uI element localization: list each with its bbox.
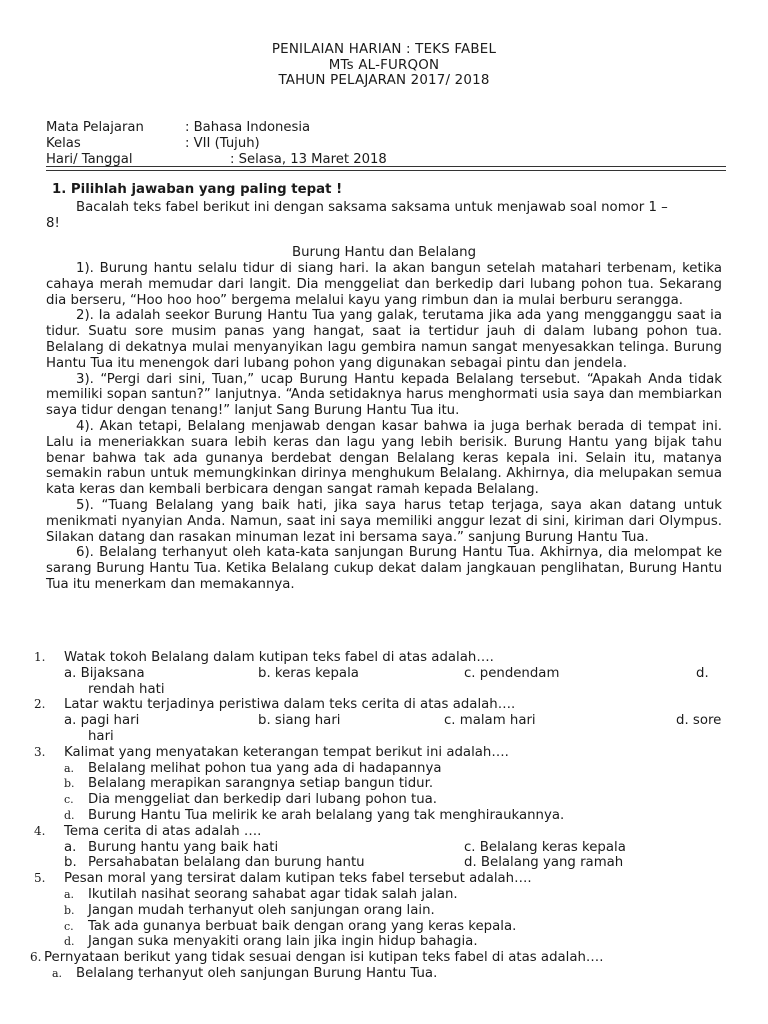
instruction-line-2: 8! (46, 215, 60, 231)
option-letter: d. (64, 808, 75, 822)
option-row (64, 840, 726, 856)
story-paragraph: 2). Ia adalah seekor Burung Hantu Tua yang galak, terutama jika ada yang mengganggu saat ia tidur. Suatu sore musim panas yang hangat, saat ia tertidur jauh di dalam lubang pohon tua. Belalang di dekatnya mulai menyanyikan lagu gembira namun sangat menyesakkan telinga. Burung Hantu Tua itu menengok dari lubang pohon yang digunakan sebagai pintu dan jendela. (46, 308, 722, 371)
option-a (52, 966, 726, 982)
header-school: MTs AL-FURQON (328, 57, 440, 73)
option-text: Belalang terhanyut oleh sanjungan Burung Hantu Tua. (76, 965, 438, 981)
option-b (64, 903, 726, 919)
option-b: b. siang hari (258, 713, 341, 729)
option-letter: d. (64, 935, 75, 949)
option-row (64, 666, 726, 682)
option-b: b. keras kepala (258, 665, 359, 681)
option-text: Tak ada gunanya berbuat baik dengan orang yang keras kepala. (88, 918, 517, 934)
instruction-line-1: Bacalah teks fabel berikut ini dengan saksama saksama untuk menjawab soal nomor 1 – (76, 200, 668, 215)
option-letter: b. (64, 903, 75, 917)
question-3 (26, 745, 726, 824)
option-text: Belalang melihat pohon tua yang ada di hadapannya (88, 760, 442, 776)
option-d-continued: hari (88, 728, 114, 744)
option-d (64, 934, 726, 950)
question-text: Latar waktu terjadinya peristiwa dalam teks cerita di atas adalah…. (64, 697, 516, 713)
option-letter: a. (64, 761, 75, 775)
option-a: a. pagi hari (64, 713, 140, 729)
option-a: Burung hantu yang baik hati (88, 839, 279, 855)
question-text: Watak tokoh Belalang dalam kutipan teks fabel di atas adalah…. (64, 650, 494, 665)
option-row-wrap (64, 729, 726, 745)
option-d-continued: rendah hati (88, 681, 165, 697)
option-d: d. (696, 665, 709, 681)
date-label: Hari/ Tanggal (46, 151, 133, 167)
question-6 (26, 950, 726, 982)
question-1 (26, 650, 726, 697)
question-4 (26, 824, 726, 871)
date-value: : Selasa, 13 Maret 2018 (230, 151, 387, 167)
option-c: c. Belalang keras kepala (464, 839, 626, 855)
option-a (64, 887, 726, 903)
question-5 (26, 871, 726, 950)
option-row-wrap (64, 682, 726, 698)
option-a (64, 761, 726, 777)
document-header (0, 42, 768, 89)
question-text: Kalimat yang menyatakan keterangan tempat berikut ini adalah…. (64, 744, 509, 760)
question-number: 1. (34, 650, 46, 664)
option-d: d. Belalang yang ramah (464, 855, 624, 871)
header-divider-bottom (46, 170, 726, 171)
story-text (46, 261, 722, 593)
story-paragraph: 6). Belalang terhanyut oleh kata-kata sanjungan Burung Hantu Tua. Akhirnya, dia melompat ke sarang Burung Hantu Tua. Ketika Belalang cukup dekat dalam jangkauan penglihatan, Burung Hantu Tua itu menerkam dan memakannya. (46, 545, 722, 592)
option-b-letter: b. (64, 855, 77, 871)
question-number: 5. (34, 871, 46, 886)
story-paragraph: 3). “Pergi dari sini, Tuan,” ucap Burung Hantu kepada Belalang tersebut. “Apakah Anda tidak memiliki sopan santun?” lanjutnya. “Anda setidaknya harus menghormati usia saya dan membiarkan saya tidur dengan tenang!” lanjut Sang Burung Hantu Tua itu. (46, 371, 722, 419)
option-letter: b. (64, 777, 75, 791)
story-paragraph: 1). Burung hantu selalu tidur di siang hari. Ia akan bangun setelah matahari terbenam, ketika cahaya merah memudar dari langit. Dia menggeliat dan berkedip dari lubang pohon tua. Sekarang dia berseru, “Hoo hoo hoo” bergema melalui kayu yang rimbun dan ia mulai berburu serangga. (46, 261, 722, 308)
option-c (64, 919, 726, 935)
option-text: Burung Hantu Tua melirik ke arah belalang yang tak menghiraukannya. (88, 807, 565, 823)
option-text: Dia menggeliat dan berkedip dari lubang pohon tua. (88, 792, 438, 808)
subject-label: Mata Pelajaran (46, 120, 144, 135)
option-a: a. Bijaksana (64, 665, 145, 681)
story-paragraph: 5). “Tuang Belalang yang baik hati, jika saya harus tetap terjaga, saya akan datang untuk menikmati nyanyian Anda. Namun, saat ini saya memiliki anggur lezat di sini, kiriman dari Olympus. Silakan datang dan rasakan minuman lezat ini bersama saya.” sanjung Burung Hantu Tua. (46, 497, 722, 545)
option-row (64, 855, 726, 871)
story-title: Burung Hantu dan Belalang (291, 245, 477, 260)
option-text: Belalang merapikan sarangnya setiap bangun tidur. (88, 776, 434, 792)
instruction-body (46, 200, 722, 232)
option-c (64, 792, 726, 808)
question-number: 2. (34, 697, 46, 712)
header-divider-top (46, 166, 726, 167)
story-paragraph: 4). Akan tetapi, Belalang menjawab dengan kasar bahwa ia juga berhak berada di tempat ini. Lalu ia meneriakkan suara lebih keras dan lagu yang lebih berisik. Burung Hantu yang bijak tahu benar bahwa tak ada gunanya berdebat dengan Belalang keras kepala ini. Selain itu, matanya semakin rabun untuk memungkinkan dirinya menghukum Belalang. Akhirnya, dia melupakan semua kata keras dan kembali berbicara dengan sangat ramah kepada Belalang. (46, 418, 722, 498)
header-year: TAHUN PELAJARAN 2017/ 2018 (278, 73, 490, 88)
option-text: Jangan suka menyakiti orang lain jika ingin hidup bahagia. (88, 934, 478, 950)
class-label: Kelas (46, 135, 81, 151)
question-number: 4. (34, 823, 46, 838)
instruction-title: 1. Pilihlah jawaban yang paling tepat ! (52, 182, 343, 197)
question-list (26, 650, 726, 982)
option-row (64, 713, 726, 729)
option-d (64, 808, 726, 824)
subject-value: : Bahasa Indonesia (185, 120, 311, 135)
option-c: c. malam hari (444, 713, 536, 729)
class-value: : VII (Tujuh) (185, 135, 260, 151)
question-2 (26, 697, 726, 744)
header-title: PENILAIAN HARIAN : TEKS FABEL (271, 42, 497, 57)
question-number: 6. (30, 950, 42, 965)
question-text: Pernyataan berikut yang tidak sesuai dengan isi kutipan teks fabel di atas adalah…. (44, 950, 604, 966)
option-letter: c. (64, 919, 74, 933)
option-b: Persahabatan belalang dan burung hantu (88, 855, 365, 871)
option-text: Jangan mudah terhanyut oleh sanjungan orang lain. (88, 902, 435, 918)
option-b (64, 776, 726, 792)
option-letter: c. (64, 793, 74, 807)
option-d: d. sore (676, 713, 722, 729)
option-c: c. pendendam (464, 665, 560, 681)
question-text: Tema cerita di atas adalah …. (64, 823, 262, 839)
option-a-letter: a. (64, 839, 77, 855)
question-text: Pesan moral yang tersirat dalam kutipan teks fabel tersebut adalah…. (64, 871, 532, 887)
option-letter: a. (64, 887, 75, 901)
option-letter: a. (52, 966, 63, 980)
question-number: 3. (34, 744, 46, 759)
option-text: Ikutilah nasihat seorang sahabat agar tidak salah jalan. (88, 886, 458, 902)
